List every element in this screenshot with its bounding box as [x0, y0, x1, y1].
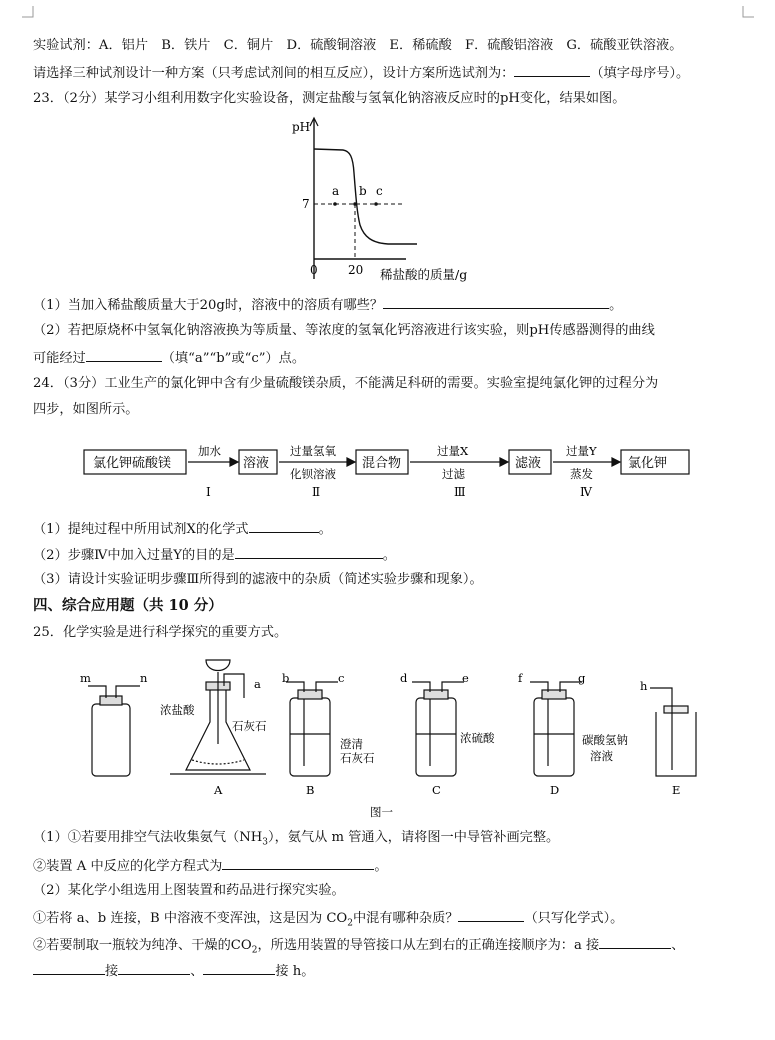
question-23-stem: 23．（2分）某学习小组利用数字化实验设备，测定盐酸与氢氧化钠溶液反应时的pH变化，结果如图。: [33, 91, 626, 106]
question-23-part2: （2）若把原烧杯中氢氧化钠溶液换为等质量、等浓度的氢氧化钙溶液进行该实验，则pH传感器测得的曲线: [33, 323, 655, 338]
box-solution-label: 溶液: [243, 456, 270, 471]
label-b: b: [282, 671, 290, 685]
jar-e-plate: [664, 706, 688, 713]
answer-blank[interactable]: [203, 961, 275, 975]
jar-e: [656, 712, 696, 776]
arrow-4-bottom: 蒸发: [570, 467, 593, 481]
label-c: c: [338, 671, 345, 685]
tube-h: [650, 688, 672, 770]
step-2: Ⅱ: [312, 485, 321, 499]
box-product-label: 氯化钾: [628, 456, 668, 471]
arrow-1-top: 加水: [198, 444, 221, 458]
question-25-stem: 25．化学实验是进行科学探究的重要方式。: [33, 625, 288, 640]
reagent-limewater-1: 澄清: [340, 737, 363, 751]
bottle-c-stopper: [424, 690, 448, 699]
point-a: [333, 202, 337, 206]
y-tick-7: 7: [302, 197, 310, 211]
question-25-part1-2: ②装置 A 中反应的化学方程式为 。: [33, 856, 388, 876]
box-filtrate-label: 滤液: [515, 456, 542, 471]
device-d: D: [550, 783, 560, 797]
apparatus-figure: [60, 652, 720, 820]
label-f: f: [518, 671, 523, 685]
point-c-label: c: [376, 184, 383, 198]
reagent-limewater-2: 石灰石: [340, 751, 375, 765]
question-25-part2-1: ①若将 a、b 连接，B 中溶液不变浑浊，这是因为 $CO_2$中混有哪种杂质？ （只写化学式）。: [33, 908, 623, 933]
answer-blank[interactable]: [235, 545, 383, 559]
point-b-label: b: [359, 184, 367, 198]
device-a: A: [214, 783, 223, 797]
question-24-stem-cont: 四步，如图所示。: [33, 402, 139, 417]
answer-blank[interactable]: [458, 908, 524, 922]
figure-caption: 图一: [370, 805, 393, 819]
bottle-d: [534, 698, 574, 776]
answer-blank[interactable]: [249, 519, 319, 533]
bottle-c: [416, 698, 456, 776]
question-25-part2-2-cont: 接 、 接 h。: [33, 961, 314, 981]
question-22-plan: 请选择三种试剂设计一种方案（只考虑试剂间的相互反应），设计方案所选试剂为： （填字母序号）。: [33, 63, 689, 83]
bottle-collector: [92, 704, 130, 776]
arrow-head-3: [500, 458, 508, 466]
question-24-part3: （3）请设计实验证明步骤Ⅲ所得到的滤液中的杂质（简述实验步骤和现象）。: [33, 572, 483, 587]
label-m: m: [80, 671, 91, 685]
arrow-3-bottom: 过滤: [442, 467, 465, 481]
point-a-label: a: [332, 184, 340, 198]
bottle-collector-stopper: [100, 696, 122, 705]
limestone-layer: [192, 760, 244, 764]
device-c: C: [432, 783, 441, 797]
answer-blank[interactable]: [118, 961, 190, 975]
reagent-h2so4: 浓硫酸: [460, 731, 495, 745]
reagent-list: 实验试剂：A．铝片 B．铁片 C．铜片 D．硫酸铜溶液 E．稀硫酸 F．硫酸铝溶液 G．硫酸亚铁溶液。: [33, 38, 683, 53]
label-g: g: [578, 671, 586, 685]
x-tick-20: 20: [348, 263, 364, 277]
arrow-head-4: [612, 458, 620, 466]
device-b: B: [306, 783, 315, 797]
arrow-3-top: 过量X: [437, 444, 469, 458]
question-25-part2-2: ②若要制取一瓶较为纯净、干燥的$CO_2$，所选用装置的导管接口从左到右的正确连接顺序为：a 接 、: [33, 935, 684, 960]
answer-blank[interactable]: [383, 295, 609, 309]
point-c: [374, 202, 378, 206]
reagent-nahco3-1: 碳酸氢钠: [582, 733, 628, 747]
arrow-head-2: [347, 458, 355, 466]
answer-blank[interactable]: [514, 63, 590, 77]
step-4: Ⅳ: [580, 485, 592, 499]
arrow-4-top: 过量Y: [566, 444, 597, 458]
label-e: e: [462, 671, 469, 685]
answer-blank[interactable]: [33, 961, 105, 975]
question-23-part1: （1）当加入稀盐酸质量大于20g时，溶液中的溶质有哪些？ 。: [33, 295, 622, 315]
corner-mark-right: [742, 6, 754, 18]
label-n: n: [140, 671, 148, 685]
device-e: E: [672, 783, 681, 797]
separatory-funnel: [206, 660, 230, 671]
question-24-part1: （1）提纯过程中所用试剂X的化学式 。: [33, 519, 332, 539]
question-24-stem: 24．（3分）工业生产的氯化钾中含有少量硫酸镁杂质，不能满足科研的需要。实验室提纯氯化钾的过程分为: [33, 376, 659, 391]
box-mixture-label: 混合物: [362, 456, 402, 471]
label-h: h: [640, 679, 648, 693]
arrow-head-1: [230, 458, 238, 466]
bottle-d-stopper: [542, 690, 566, 699]
bottle-b-stopper: [298, 690, 322, 699]
corner-mark-left: [22, 6, 34, 18]
purification-flowchart: [80, 436, 700, 504]
x-tick-0: 0: [310, 263, 318, 277]
answer-blank[interactable]: [86, 348, 162, 362]
label-a: a: [254, 677, 261, 691]
question-25-part1-1: （1）①若要用排空气法收集氨气$(NH_3)$，氨气从 m 管通入，请将图一中导管补画完整。: [33, 830, 560, 848]
bottle-b: [290, 698, 330, 776]
reagent-limestone: 石灰石: [232, 719, 267, 733]
x-axis-label: 稀盐酸的质量/g: [380, 267, 468, 282]
point-b: [353, 202, 357, 206]
box-raw-material-label: 氯化钾硫酸镁: [93, 456, 172, 471]
step-1: Ⅰ: [206, 485, 211, 499]
label-d: d: [400, 671, 408, 685]
section-heading: 四、综合应用题（共 10 分）: [33, 597, 223, 614]
y-axis-label: pH: [292, 120, 311, 134]
answer-blank[interactable]: [599, 935, 671, 949]
step-3: Ⅲ: [454, 485, 466, 499]
answer-blank[interactable]: [222, 856, 374, 870]
reagent-nahco3-2: 溶液: [590, 749, 613, 763]
arrow-2-top: 过量氢氧: [290, 444, 336, 458]
question-24-part2: （2）步骤Ⅳ中加入过量Y的目的是 。: [33, 545, 396, 565]
question-25-part2: （2）某化学小组选用上图装置和药品进行探究实验。: [33, 883, 345, 898]
question-23-part2-cont: 可能经过 （填“a”“b”或“c”）点。: [33, 348, 305, 368]
ph-chart: [280, 113, 495, 285]
arrow-2-bottom: 化钡溶液: [290, 467, 336, 481]
reagent-hcl: 浓盐酸: [160, 703, 195, 717]
